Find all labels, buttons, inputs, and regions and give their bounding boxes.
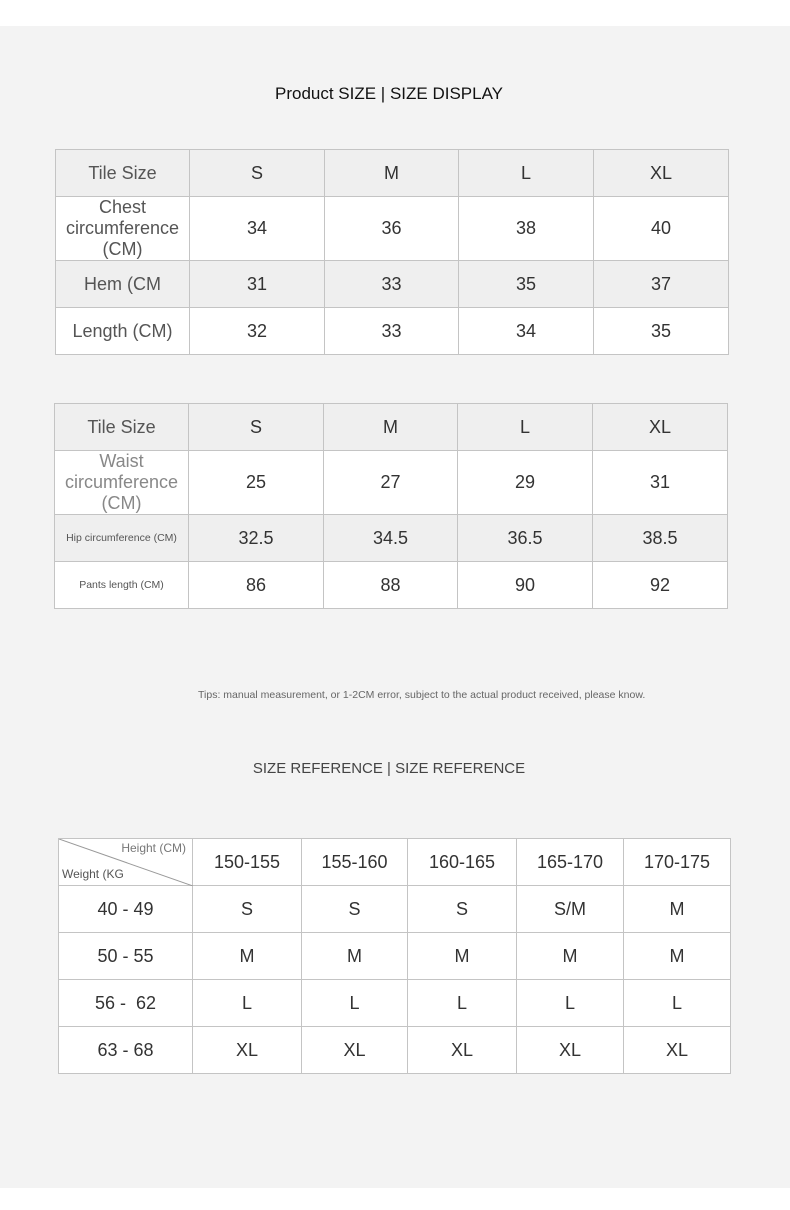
height-range-header: 165-170 bbox=[517, 839, 624, 886]
table-cell: S/M bbox=[517, 886, 624, 933]
size-s-header: S bbox=[190, 150, 325, 197]
weight-range: 63 - 68 bbox=[59, 1027, 193, 1074]
table-header-row bbox=[59, 839, 731, 886]
table-cell: 36.5 bbox=[458, 515, 593, 562]
height-weight-corner bbox=[59, 839, 193, 886]
table-cell: 27 bbox=[324, 451, 458, 515]
size-s-header: S bbox=[189, 404, 324, 451]
table-row bbox=[55, 451, 728, 515]
table-cell: 38.5 bbox=[593, 515, 728, 562]
table-cell: 88 bbox=[324, 562, 458, 609]
length-label: Length (CM) bbox=[56, 308, 190, 355]
table-row bbox=[56, 308, 729, 355]
hip-label: Hip circumference (CM) bbox=[55, 515, 189, 562]
table-cell: XL bbox=[302, 1027, 408, 1074]
table-cell: S bbox=[193, 886, 302, 933]
table-row bbox=[56, 261, 729, 308]
size-xl-header: XL bbox=[594, 150, 729, 197]
table-cell: 32.5 bbox=[189, 515, 324, 562]
table-row bbox=[59, 980, 731, 1027]
height-range-header: 155-160 bbox=[302, 839, 408, 886]
table-cell: XL bbox=[408, 1027, 517, 1074]
size-m-header: M bbox=[325, 150, 459, 197]
size-l-header: L bbox=[458, 404, 593, 451]
waist-label: Waist circumference (CM) bbox=[55, 451, 189, 515]
weight-range: 56 - 62 bbox=[59, 980, 193, 1027]
size-chart-page bbox=[0, 26, 790, 1188]
tile-size-header: Tile Size bbox=[55, 404, 189, 451]
table-cell: 25 bbox=[189, 451, 324, 515]
table-cell: XL bbox=[517, 1027, 624, 1074]
table-cell: M bbox=[624, 886, 731, 933]
table-header-row bbox=[56, 150, 729, 197]
table-header-row bbox=[55, 404, 728, 451]
table-cell: 34.5 bbox=[324, 515, 458, 562]
table-row bbox=[55, 562, 728, 609]
tile-size-header: Tile Size bbox=[56, 150, 190, 197]
table-cell: S bbox=[302, 886, 408, 933]
table-cell: XL bbox=[624, 1027, 731, 1074]
table-row bbox=[59, 886, 731, 933]
product-size-title: Product SIZE | SIZE DISPLAY bbox=[274, 84, 503, 103]
table-cell: 35 bbox=[594, 308, 729, 355]
table-cell: 36 bbox=[325, 197, 459, 261]
table-cell: 38 bbox=[459, 197, 594, 261]
measurement-tips: Tips: manual measurement, or 1-2CM error, subject to the actual product received, please know. bbox=[198, 689, 646, 701]
table-cell: M bbox=[517, 933, 624, 980]
table-cell: M bbox=[193, 933, 302, 980]
table-cell: L bbox=[193, 980, 302, 1027]
height-label: Height (CM) bbox=[121, 841, 186, 855]
table-cell: 92 bbox=[593, 562, 728, 609]
size-m-header: M bbox=[324, 404, 458, 451]
height-range-header: 160-165 bbox=[408, 839, 517, 886]
table-row bbox=[55, 515, 728, 562]
table-cell: 31 bbox=[593, 451, 728, 515]
table-cell: XL bbox=[193, 1027, 302, 1074]
table-row bbox=[59, 933, 731, 980]
table-cell: S bbox=[408, 886, 517, 933]
table-cell: 90 bbox=[458, 562, 593, 609]
weight-range: 40 - 49 bbox=[59, 886, 193, 933]
table-cell: M bbox=[302, 933, 408, 980]
hem-label: Hem (CM bbox=[56, 261, 190, 308]
weight-range: 50 - 55 bbox=[59, 933, 193, 980]
top-size-table bbox=[55, 149, 729, 355]
size-reference-title: SIZE REFERENCE | SIZE REFERENCE bbox=[252, 760, 526, 777]
table-cell: 35 bbox=[459, 261, 594, 308]
weight-label: Weight (KG bbox=[62, 867, 124, 881]
table-cell: 31 bbox=[190, 261, 325, 308]
size-reference-table bbox=[58, 838, 731, 1074]
table-cell: M bbox=[408, 933, 517, 980]
table-cell: 34 bbox=[190, 197, 325, 261]
table-cell: 33 bbox=[325, 261, 459, 308]
table-cell: L bbox=[517, 980, 624, 1027]
table-cell: 33 bbox=[325, 308, 459, 355]
pants-length-label: Pants length (CM) bbox=[55, 562, 189, 609]
table-cell: 86 bbox=[189, 562, 324, 609]
table-cell: 37 bbox=[594, 261, 729, 308]
height-range-header: 170-175 bbox=[624, 839, 731, 886]
table-cell: 32 bbox=[190, 308, 325, 355]
table-cell: 34 bbox=[459, 308, 594, 355]
size-xl-header: XL bbox=[593, 404, 728, 451]
height-range-header: 150-155 bbox=[193, 839, 302, 886]
size-l-header: L bbox=[459, 150, 594, 197]
table-cell: L bbox=[624, 980, 731, 1027]
table-cell: M bbox=[624, 933, 731, 980]
chest-label: Chest circumference (CM) bbox=[56, 197, 190, 261]
table-row bbox=[56, 197, 729, 261]
bottom-size-table bbox=[54, 403, 728, 609]
table-cell: 29 bbox=[458, 451, 593, 515]
table-cell: L bbox=[408, 980, 517, 1027]
table-cell: L bbox=[302, 980, 408, 1027]
table-cell: 40 bbox=[594, 197, 729, 261]
table-row bbox=[59, 1027, 731, 1074]
